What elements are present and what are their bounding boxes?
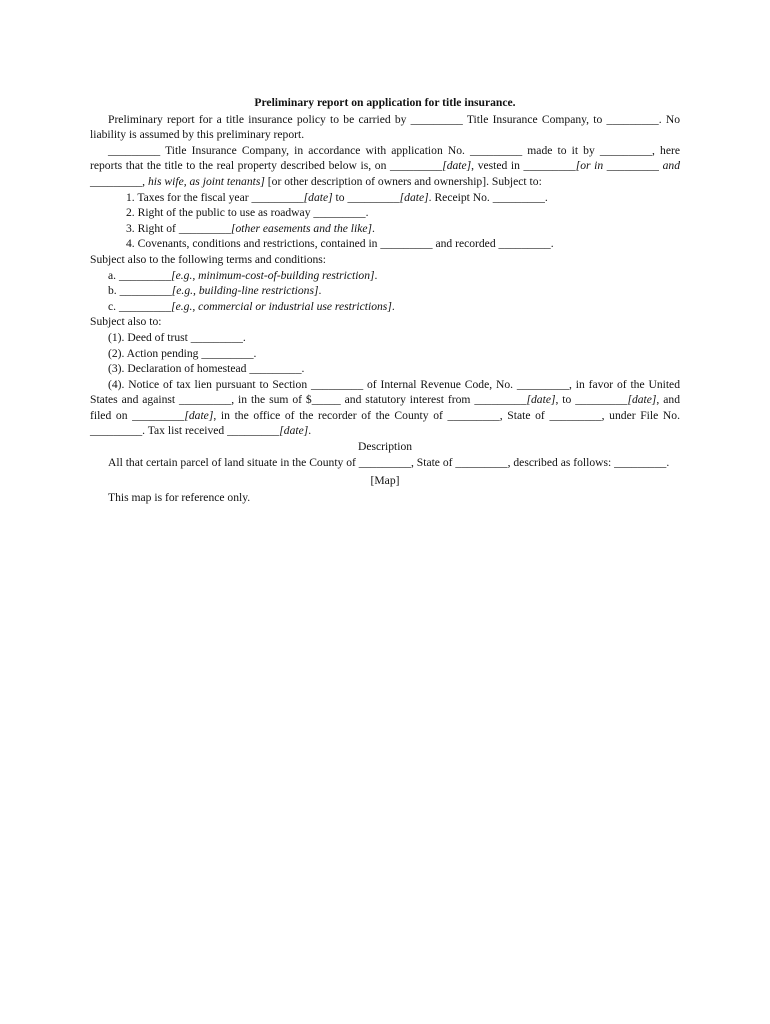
- text-run: 2. Right of the public to use as roadway _________.: [126, 206, 369, 220]
- text-run: c. _________: [108, 299, 172, 313]
- italic-run: [other easements and the like]: [231, 221, 373, 235]
- italic-run: [or in _________ and _________, his wife, as joint tenants]: [90, 159, 680, 188]
- text-run: . Receipt No. _________.: [428, 190, 548, 204]
- italic-run: [e.g., minimum-cost-of-building restriction]: [171, 268, 375, 282]
- text-run: , to _________: [555, 393, 628, 407]
- numbered-item-deed: (1). Deed of trust _________.: [108, 330, 246, 344]
- text-run: to _________: [332, 190, 400, 204]
- list-item-taxes: [90, 190, 680, 206]
- list-item-covenants: [90, 236, 680, 252]
- text-run: .: [374, 268, 378, 282]
- description-heading: Description: [357, 440, 413, 454]
- numbered-item-homestead: (3). Declaration of homestead _________.: [108, 362, 305, 376]
- italic-run: [date]: [279, 424, 309, 438]
- document-title: Preliminary report on application for title insurance.: [254, 96, 516, 109]
- list-item-easements: [90, 221, 680, 237]
- lettered-item-b: [90, 283, 680, 299]
- italic-run: [date]: [399, 190, 429, 204]
- lettered-item-a: [90, 268, 680, 284]
- text-run: .: [391, 299, 395, 313]
- text-run: , in the office of the recorder of the County of _________, State of _________, under File No. _________. Tax list received _________: [90, 408, 681, 438]
- text-run: [or other description of owners and ownership]. Subject to:: [264, 174, 542, 188]
- title-vesting-paragraph: [90, 143, 680, 190]
- text-run: .: [308, 424, 312, 438]
- intro-paragraph: Preliminary report for a title insurance policy to be carried by _________ Title Insurance Company, to _________. No liability is assumed by this preliminary report.: [90, 112, 680, 142]
- numbered-item-action: (2). Action pending _________.: [108, 346, 257, 360]
- text-run: (4). Notice of tax lien pursuant to Section _________ of Internal Revenue Code, No. _________, in favor of the United States and against _________, in the sum of $_____ and statutory interest from _________: [90, 377, 680, 407]
- text-run: 1. Taxes for the fiscal year _________: [126, 190, 304, 204]
- subject-terms-heading: Subject also to the following terms and conditions:: [90, 252, 327, 266]
- document-page: [90, 95, 680, 505]
- text-run: _________ Title Insurance Company, in accordance with application No. _________ made to it by _________, here reports that the title to the real property described below is, on _________: [90, 143, 680, 173]
- text-run: .: [372, 221, 375, 235]
- subject-also-heading: Subject also to:: [90, 315, 162, 329]
- text-run: b. _________: [108, 284, 172, 298]
- description-paragraph: All that certain parcel of land situate in the County of _________, State of _________, described as follows: _________.: [108, 455, 670, 469]
- tax-lien-paragraph: [90, 377, 680, 439]
- italic-run: [date]: [627, 393, 657, 407]
- text-run: a. _________: [108, 268, 172, 282]
- text-run: 4. Covenants, conditions and restrictions, contained in _________ and recorded _________.: [126, 237, 554, 251]
- map-note: This map is for reference only.: [108, 490, 251, 504]
- italic-run: [date]: [303, 190, 333, 204]
- italic-run: [date]: [184, 408, 214, 422]
- map-placeholder: [Map]: [370, 474, 400, 488]
- text-run: , and filed on _________: [90, 393, 680, 422]
- text-run: , vested in _________: [471, 159, 576, 173]
- list-item-roadway: [90, 205, 680, 221]
- text-run: .: [318, 284, 322, 298]
- text-run: 3. Right of _________: [126, 221, 231, 235]
- italic-run: [e.g., commercial or industrial use restrictions]: [171, 299, 392, 313]
- lettered-item-c: [90, 299, 680, 315]
- italic-run: [date]: [442, 159, 472, 173]
- italic-run: [date]: [526, 393, 556, 407]
- italic-run: [e.g., building-line restrictions]: [171, 284, 319, 298]
